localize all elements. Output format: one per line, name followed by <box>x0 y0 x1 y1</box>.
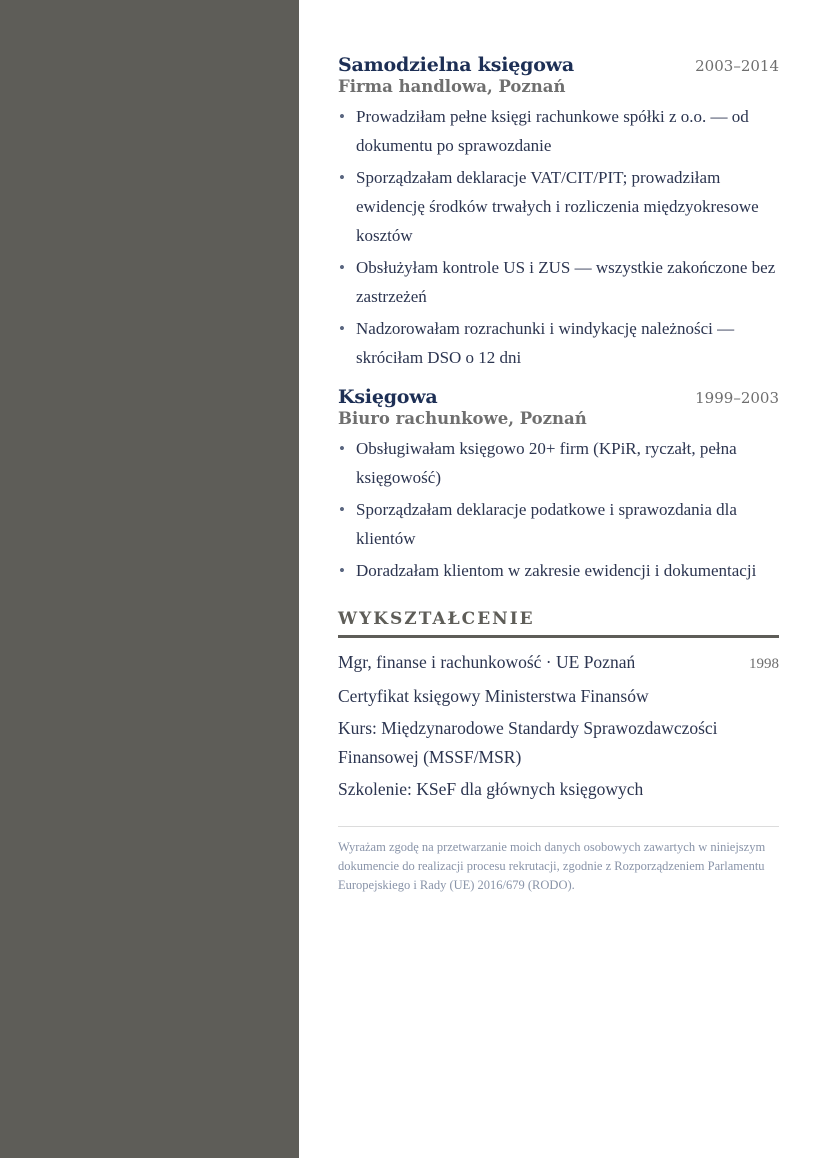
education-item <box>338 775 779 804</box>
bullet-item: • Sporządzałam deklaracje VAT/CIT/PIT; prowadziłam ewidencję środków trwałych i rozliczenia międzyokresowe kosztów <box>338 163 779 250</box>
education-list <box>338 648 779 804</box>
bullet-item: • Prowadziłam pełne księgi rachunkowe spółki z o.o. — od dokumentu po sprawozdanie <box>338 102 779 160</box>
job-company: Firma handlowa, Poznań <box>338 77 566 96</box>
resume-main <box>338 54 779 895</box>
education-text: Certyfikat księgowy Ministerstwa Finansów <box>338 686 649 706</box>
bullet-item: • Doradzałam klientom w zakresie ewidencji i dokumentacji <box>338 556 779 585</box>
bullet-item: • Obsłużyłam kontrole US i ZUS — wszystkie zakończone bez zastrzeżeń <box>338 253 779 311</box>
job-title: Księgowa <box>338 386 438 408</box>
job-entry <box>338 54 779 372</box>
job-dates: 1999–2003 <box>695 389 779 407</box>
education-year: 1998 <box>749 656 779 672</box>
gdpr-consent-clause: Wyrażam zgodę na przetwarzanie moich danych osobowych zawartych w niniejszym dokumencie do realizacji procesu rekrutacji, zgodnie z Rozporządzeniem Parlamentu Europejskiego i Rady (UE) 2016/679 (RODO). <box>338 826 779 895</box>
education-item <box>338 714 779 772</box>
job-company: Biuro rachunkowe, Poznań <box>338 409 587 428</box>
sidebar-panel <box>0 0 299 1158</box>
bullet-item: • Nadzorowałam rozrachunki i windykację należności — skróciłam DSO o 12 dni <box>338 314 779 372</box>
job-entry <box>338 386 779 585</box>
education-text: Mgr, finanse i rachunkowość · UE Poznań <box>338 652 636 672</box>
bullet-item: • Obsługiwałam księgowo 20+ firm (KPiR, ryczałt, pełna księgowość) <box>338 434 779 492</box>
job-bullets <box>338 102 779 372</box>
job-bullets <box>338 434 779 585</box>
job-title: Samodzielna księgowa <box>338 54 574 76</box>
job-dates: 2003–2014 <box>695 57 779 75</box>
education-text: Kurs: Międzynarodowe Standardy Sprawozdawczości Finansowej (MSSF/MSR) <box>338 718 718 767</box>
education-item <box>338 648 779 679</box>
education-text: Szkolenie: KSeF dla głównych księgowych <box>338 779 644 799</box>
bullet-item: • Sporządzałam deklaracje podatkowe i sprawozdania dla klientów <box>338 495 779 553</box>
education-item <box>338 682 779 711</box>
education-heading: WYKSZTAŁCENIE <box>338 609 779 638</box>
